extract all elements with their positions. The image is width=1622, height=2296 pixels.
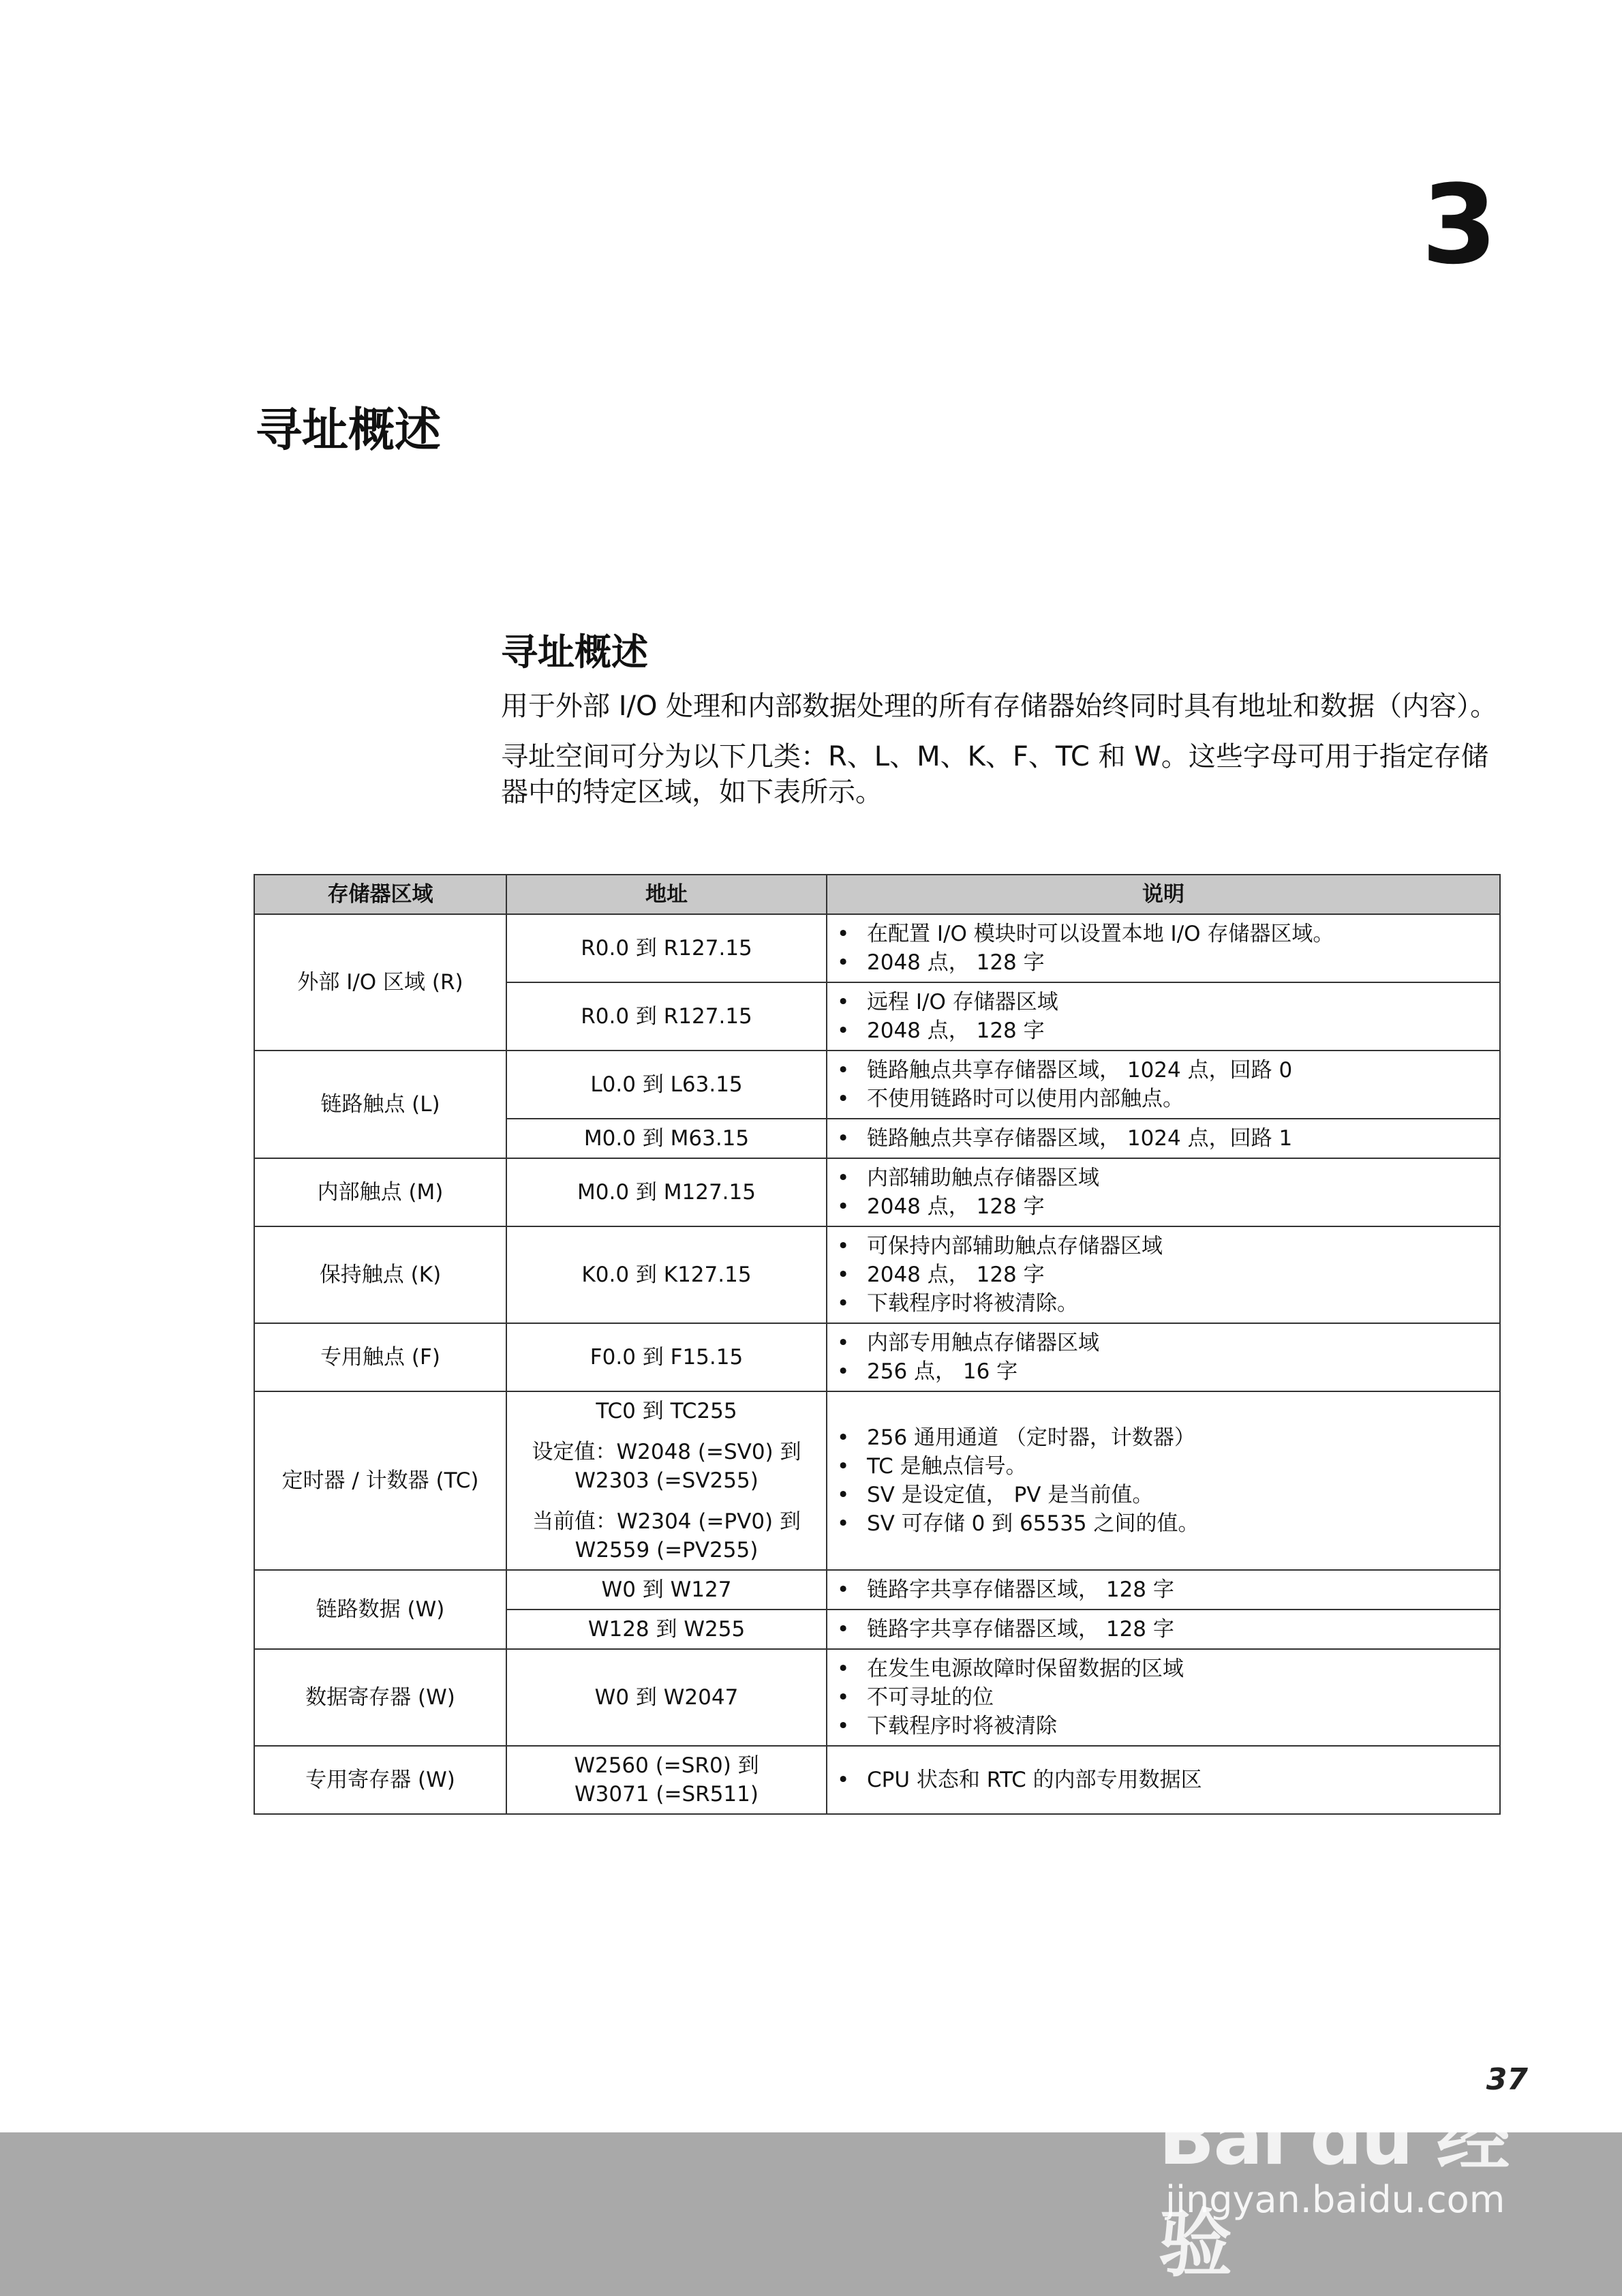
bullet-item: • 在配置 I/O 模块时可以设置本地 I/O 存储器区域。 (837, 920, 1490, 948)
header-description: 说明 (827, 875, 1500, 914)
area-cell: 内部触点 (M) (254, 1158, 506, 1226)
watermark-logo: Bai du 经验 (1159, 2096, 1509, 2287)
area-cell: 定时器 / 计数器 (TC) (254, 1391, 506, 1570)
description-cell (827, 1119, 1500, 1158)
table-row (254, 1391, 1500, 1570)
table-row (254, 1226, 1500, 1323)
bullet-item: • 2048 点， 128 字 (837, 948, 1490, 977)
description-cell (827, 1051, 1500, 1119)
description-cell (827, 1746, 1500, 1814)
section-body (501, 631, 1503, 825)
description-cell (827, 914, 1500, 982)
area-cell: 专用触点 (F) (254, 1323, 506, 1391)
bullet-item: • 256 点， 16 字 (837, 1357, 1490, 1386)
categories-paragraph: 寻址空间可分为以下几类：R、L、M、K、F、TC 和 W。这些字母可用于指定存储器中的特定区域，如下表所示。 (501, 740, 1488, 808)
bullet-item: • 256 通用通道 （定时器，计数器） (837, 1423, 1490, 1452)
page-number: 37 (1486, 2062, 1528, 2097)
bullet-item: • 下载程序时将被清除。 (837, 1289, 1490, 1318)
description-cell (827, 1649, 1500, 1746)
area-cell: 链路数据 (W) (254, 1570, 506, 1649)
address-cell: F0.0 到 F15.15 (506, 1323, 827, 1391)
table-header-row (254, 875, 1500, 914)
memory-area-table (254, 874, 1501, 1815)
bullet-item: • CPU 状态和 RTC 的内部专用数据区 (837, 1766, 1490, 1794)
bullet-item: • 链路字共享存储器区域， 128 字 (837, 1575, 1490, 1604)
chapter-title: 寻址概述 (256, 404, 442, 457)
address-cell: W0 到 W2047 (506, 1649, 827, 1746)
bullet-item: • 不可寻址的位 (837, 1683, 1490, 1712)
bullet-item: • 链路触点共享存储器区域， 1024 点，回路 0 (837, 1056, 1490, 1085)
bullet-item: • 2048 点， 128 字 (837, 1016, 1490, 1045)
table-row (254, 1051, 1500, 1119)
section-title: 寻址概述 (501, 631, 648, 674)
bullet-item: • 2048 点， 128 字 (837, 1192, 1490, 1221)
address-line: W2303 (=SV255) (575, 1468, 759, 1493)
description-cell (827, 982, 1500, 1051)
description-cell (827, 1323, 1500, 1391)
address-cell: R0.0 到 R127.15 (506, 914, 827, 982)
address-cell: W0 到 W127 (506, 1570, 827, 1610)
description-cell (827, 1391, 1500, 1570)
address-cell: L0.0 到 L63.15 (506, 1051, 827, 1119)
chapter-number: 3 (1421, 161, 1497, 288)
address-line: W2560 (=SR0) 到 (574, 1753, 759, 1778)
table-row (254, 1158, 1500, 1226)
table-row (254, 1746, 1500, 1814)
bullet-item: • 内部专用触点存储器区域 (837, 1329, 1490, 1357)
area-cell: 保持触点 (K) (254, 1226, 506, 1323)
table-row (254, 1649, 1500, 1746)
area-cell: 数据寄存器 (W) (254, 1649, 506, 1746)
bullet-item: • SV 可存储 0 到 65535 之间的值。 (837, 1509, 1490, 1538)
address-cell (506, 1391, 827, 1570)
bullet-item: • 链路字共享存储器区域， 128 字 (837, 1615, 1490, 1644)
bullet-item: • 下载程序时将被清除 (837, 1712, 1490, 1740)
address-cell (506, 1746, 827, 1814)
address-cell: M0.0 到 M127.15 (506, 1158, 827, 1226)
description-cell (827, 1570, 1500, 1610)
area-cell: 链路触点 (L) (254, 1051, 506, 1158)
address-line: 设定值：W2048 (=SV0) 到 (532, 1440, 801, 1464)
bullet-item: • 不使用链路时可以使用内部触点。 (837, 1085, 1490, 1113)
header-address: 地址 (506, 875, 827, 914)
bullet-item: • 在发生电源故障时保留数据的区域 (837, 1655, 1490, 1683)
bullet-item: • 可保持内部辅助触点存储器区域 (837, 1232, 1490, 1260)
bullet-item: • 2048 点， 128 字 (837, 1260, 1490, 1289)
intro-paragraph: 用于外部 I/O 处理和内部数据处理的所有存储器始终同时具有地址和数据（内容）。 (501, 690, 1498, 722)
address-cell: W128 到 W255 (506, 1610, 827, 1649)
watermark-url: jingyan.baidu.com (1165, 2178, 1505, 2221)
address-line: W3071 (=SR511) (575, 1782, 759, 1807)
area-cell: 专用寄存器 (W) (254, 1746, 506, 1814)
description-cell (827, 1226, 1500, 1323)
address-line: TC0 到 TC255 (596, 1399, 737, 1423)
bullet-item: • 内部辅助触点存储器区域 (837, 1164, 1490, 1192)
address-line: 当前值：W2304 (=PV0) 到 (532, 1509, 801, 1534)
bullet-item: • 远程 I/O 存储器区域 (837, 988, 1490, 1016)
baidu-watermark (1159, 2038, 1540, 2287)
table-row (254, 1570, 1500, 1610)
address-line: W2559 (=PV255) (575, 1538, 759, 1562)
address-cell: M0.0 到 M63.15 (506, 1119, 827, 1158)
area-cell: 外部 I/O 区域 (R) (254, 914, 506, 1051)
description-cell (827, 1610, 1500, 1649)
bullet-item: • SV 是设定值， PV 是当前值。 (837, 1481, 1490, 1509)
table-row (254, 1323, 1500, 1391)
bullet-item: • 链路触点共享存储器区域， 1024 点，回路 1 (837, 1124, 1490, 1153)
address-cell: R0.0 到 R127.15 (506, 982, 827, 1051)
header-area: 存储器区域 (254, 875, 506, 914)
table-row (254, 914, 1500, 982)
address-cell: K0.0 到 K127.15 (506, 1226, 827, 1323)
description-cell (827, 1158, 1500, 1226)
bullet-item: • TC 是触点信号。 (837, 1452, 1490, 1481)
